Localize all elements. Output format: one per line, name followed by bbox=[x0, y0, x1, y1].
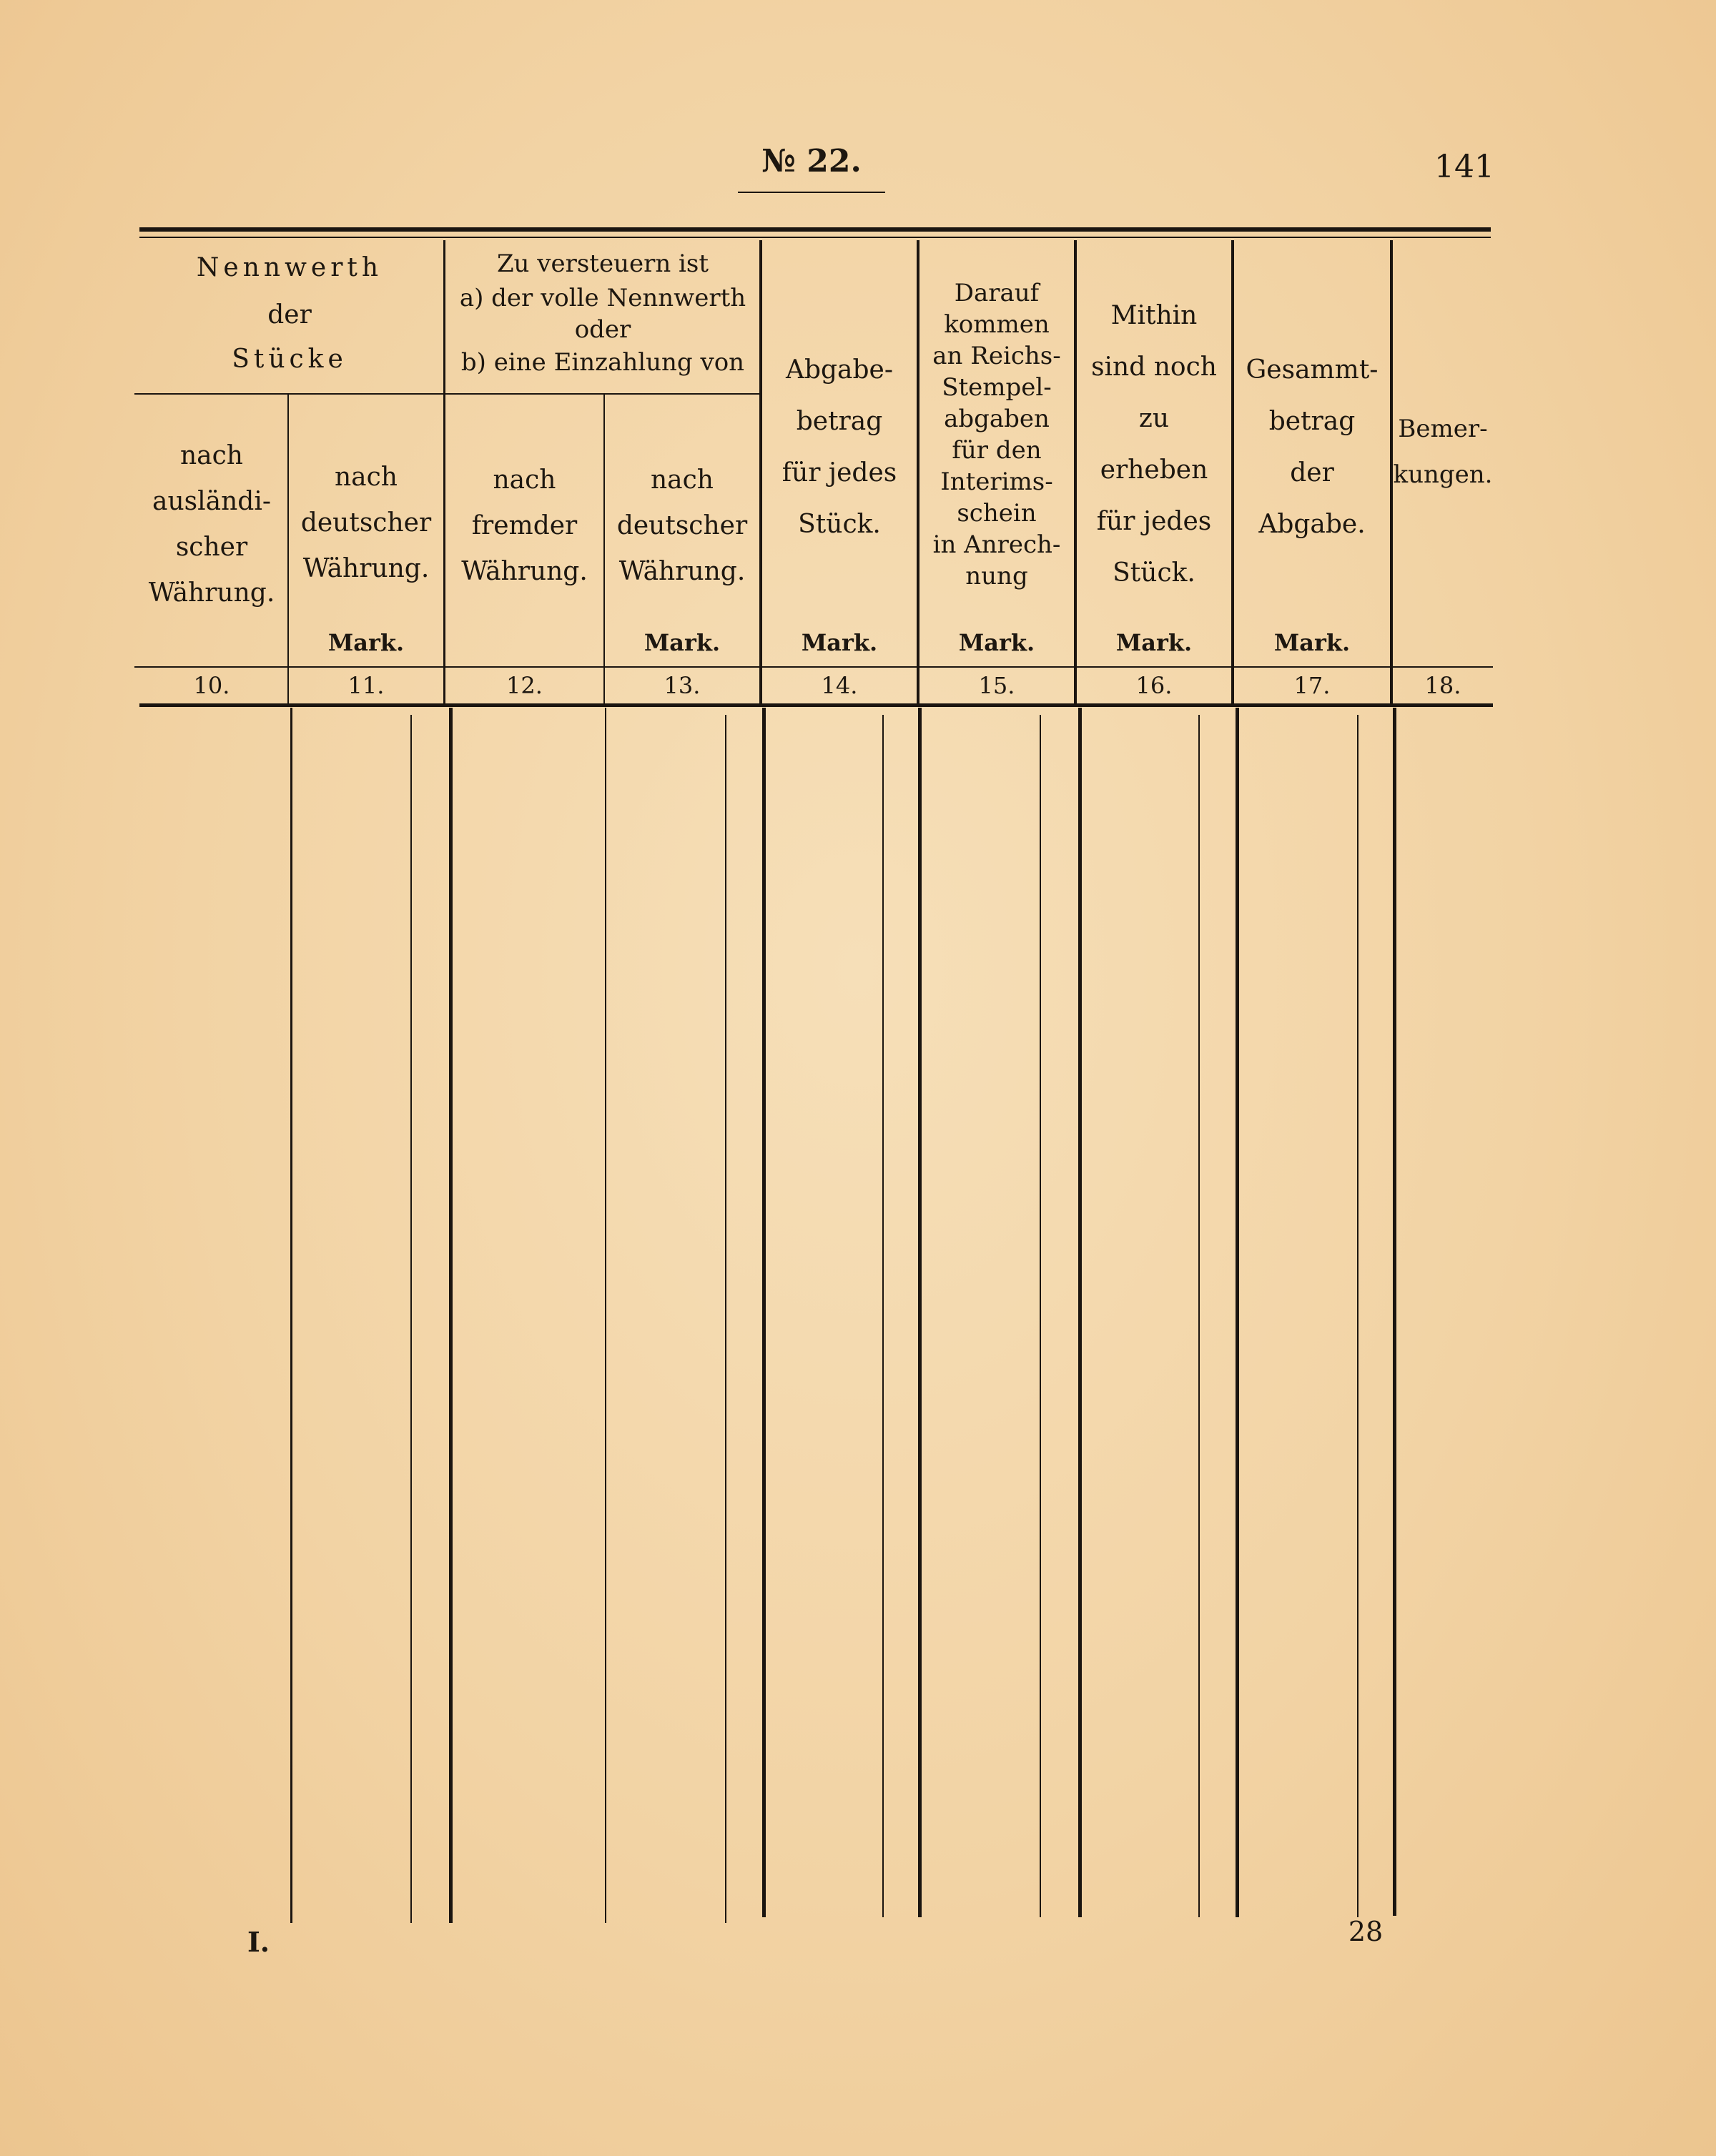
col14-line1: Abgabe- bbox=[785, 355, 894, 385]
col16-line5: für jedes bbox=[1096, 507, 1212, 536]
col17-header bbox=[1234, 345, 1390, 550]
col17-unit: Mark. bbox=[1273, 629, 1351, 656]
number-row-top-rule bbox=[134, 666, 1493, 668]
col-number-14: 14. bbox=[821, 672, 858, 699]
body-rule-17-cents bbox=[1357, 715, 1358, 1917]
col10-header bbox=[136, 433, 287, 616]
col16-header bbox=[1077, 290, 1231, 599]
body-rule-14-left bbox=[762, 708, 766, 1917]
col15-unit: Mark. bbox=[958, 629, 1035, 656]
col13-unit: Mark. bbox=[644, 629, 721, 656]
num-divider-7 bbox=[1231, 666, 1234, 703]
col15-line3: an Reichs- bbox=[932, 342, 1061, 370]
footer-number: 28 bbox=[1348, 1916, 1384, 1947]
col13-line3: Währung. bbox=[618, 557, 746, 586]
body-rule-18-left bbox=[1393, 708, 1396, 1916]
col17-line1: Gesammt- bbox=[1246, 355, 1379, 385]
col15-line2: kommen bbox=[944, 310, 1050, 339]
col16-line6: Stück. bbox=[1113, 558, 1195, 588]
col10-line1: nach bbox=[180, 441, 243, 470]
col12-line2: fremder bbox=[471, 511, 578, 540]
col15-line9: in Anrech- bbox=[932, 530, 1061, 559]
col-number-11: 11. bbox=[347, 672, 385, 699]
col15-header bbox=[919, 277, 1074, 592]
group-versteuern-line1: Zu versteuern ist bbox=[496, 249, 709, 278]
col-number-10: 10. bbox=[193, 672, 230, 699]
page-number: 141 bbox=[1434, 149, 1494, 185]
num-divider-1 bbox=[287, 666, 289, 703]
col14-line2: betrag bbox=[796, 407, 883, 436]
body-rule-13-cents bbox=[725, 715, 726, 1923]
col18-header bbox=[1393, 406, 1493, 498]
col15-line7: Interims- bbox=[940, 468, 1053, 496]
col13-header bbox=[605, 458, 759, 595]
col12-header bbox=[445, 458, 603, 595]
num-divider-8 bbox=[1390, 666, 1393, 703]
group1-separator bbox=[134, 393, 443, 395]
body-rule-15-left bbox=[918, 708, 922, 1917]
col-number-12: 12. bbox=[506, 672, 543, 699]
body-rule-12-left bbox=[449, 708, 453, 1923]
col14-header bbox=[762, 345, 917, 550]
col16-line2: sind noch bbox=[1091, 352, 1217, 382]
divider-group1-group2 bbox=[443, 240, 445, 666]
col11-line1: nach bbox=[335, 463, 398, 492]
col15-line1: Darauf bbox=[954, 279, 1040, 307]
group-versteuern-line2: a) der volle Nennwerth bbox=[459, 284, 746, 312]
header-bottom-rule bbox=[139, 703, 1493, 707]
col14-line4: Stück. bbox=[798, 510, 881, 539]
col11-line2: deutscher bbox=[300, 508, 432, 538]
col15-line4: Stempel- bbox=[942, 373, 1052, 402]
body-rule-11-cents bbox=[410, 715, 412, 1923]
col16-line1: Mithin bbox=[1110, 301, 1198, 330]
col17-line3: der bbox=[1290, 458, 1334, 488]
col-number-13: 13. bbox=[664, 672, 701, 699]
num-divider-4 bbox=[759, 666, 762, 703]
body-rule-13-left bbox=[605, 708, 606, 1923]
heading-underline bbox=[738, 192, 885, 193]
group-versteuern-line3: oder bbox=[574, 315, 631, 344]
col-number-15: 15. bbox=[978, 672, 1015, 699]
body-rule-14-cents bbox=[882, 715, 884, 1917]
col15-line6: für den bbox=[952, 436, 1042, 465]
col18-line1: Bemer- bbox=[1398, 415, 1488, 443]
table-top-rule-thin bbox=[139, 237, 1491, 238]
col16-unit: Mark. bbox=[1115, 629, 1193, 656]
num-divider-5 bbox=[917, 666, 919, 703]
col13-line1: nach bbox=[651, 465, 714, 495]
col14-line3: für jedes bbox=[781, 458, 897, 488]
group-nennwerth-line1: Nennwerth bbox=[196, 253, 383, 282]
body-rule-17-left bbox=[1236, 708, 1239, 1917]
col11-line3: Währung. bbox=[302, 554, 430, 583]
col-number-17: 17. bbox=[1293, 672, 1331, 699]
body-rule-16-cents bbox=[1198, 715, 1200, 1917]
body-rule-11-left bbox=[290, 708, 292, 1923]
col16-line3: zu bbox=[1138, 404, 1170, 433]
col10-line4: Währung. bbox=[148, 578, 275, 608]
col18-line2: kungen. bbox=[1393, 460, 1493, 489]
col17-line4: Abgabe. bbox=[1258, 510, 1366, 539]
group-nennwerth-line3: Stücke bbox=[232, 345, 347, 374]
col11-header bbox=[289, 455, 443, 592]
col15-line10: nung bbox=[965, 562, 1028, 590]
page-heading: № 22. bbox=[761, 143, 862, 179]
col11-unit: Mark. bbox=[327, 629, 405, 656]
col16-line4: erheben bbox=[1100, 455, 1208, 485]
col15-line8: schein bbox=[957, 499, 1037, 528]
num-divider-6 bbox=[1074, 666, 1077, 703]
col12-line3: Währung. bbox=[461, 557, 588, 586]
num-divider-2 bbox=[443, 666, 445, 703]
col14-unit: Mark. bbox=[801, 629, 878, 656]
table-top-rule bbox=[139, 227, 1491, 232]
col12-line1: nach bbox=[493, 465, 556, 495]
col10-line3: scher bbox=[175, 533, 248, 562]
col13-line2: deutscher bbox=[616, 511, 748, 540]
group-versteuern-line4: b) eine Einzahlung von bbox=[460, 348, 745, 377]
body-rule-15-cents bbox=[1040, 715, 1041, 1917]
body-rule-16-left bbox=[1078, 708, 1082, 1917]
col-number-16: 16. bbox=[1135, 672, 1173, 699]
group-nennwerth-line2: der bbox=[267, 300, 312, 330]
num-divider-3 bbox=[603, 666, 605, 703]
sheet-signature: I. bbox=[247, 1926, 270, 1958]
group2-separator bbox=[445, 393, 759, 395]
col17-line2: betrag bbox=[1268, 407, 1356, 436]
col-number-18: 18. bbox=[1424, 672, 1461, 699]
col10-line2: ausländi- bbox=[152, 487, 271, 516]
col15-line5: abgaben bbox=[944, 405, 1050, 433]
